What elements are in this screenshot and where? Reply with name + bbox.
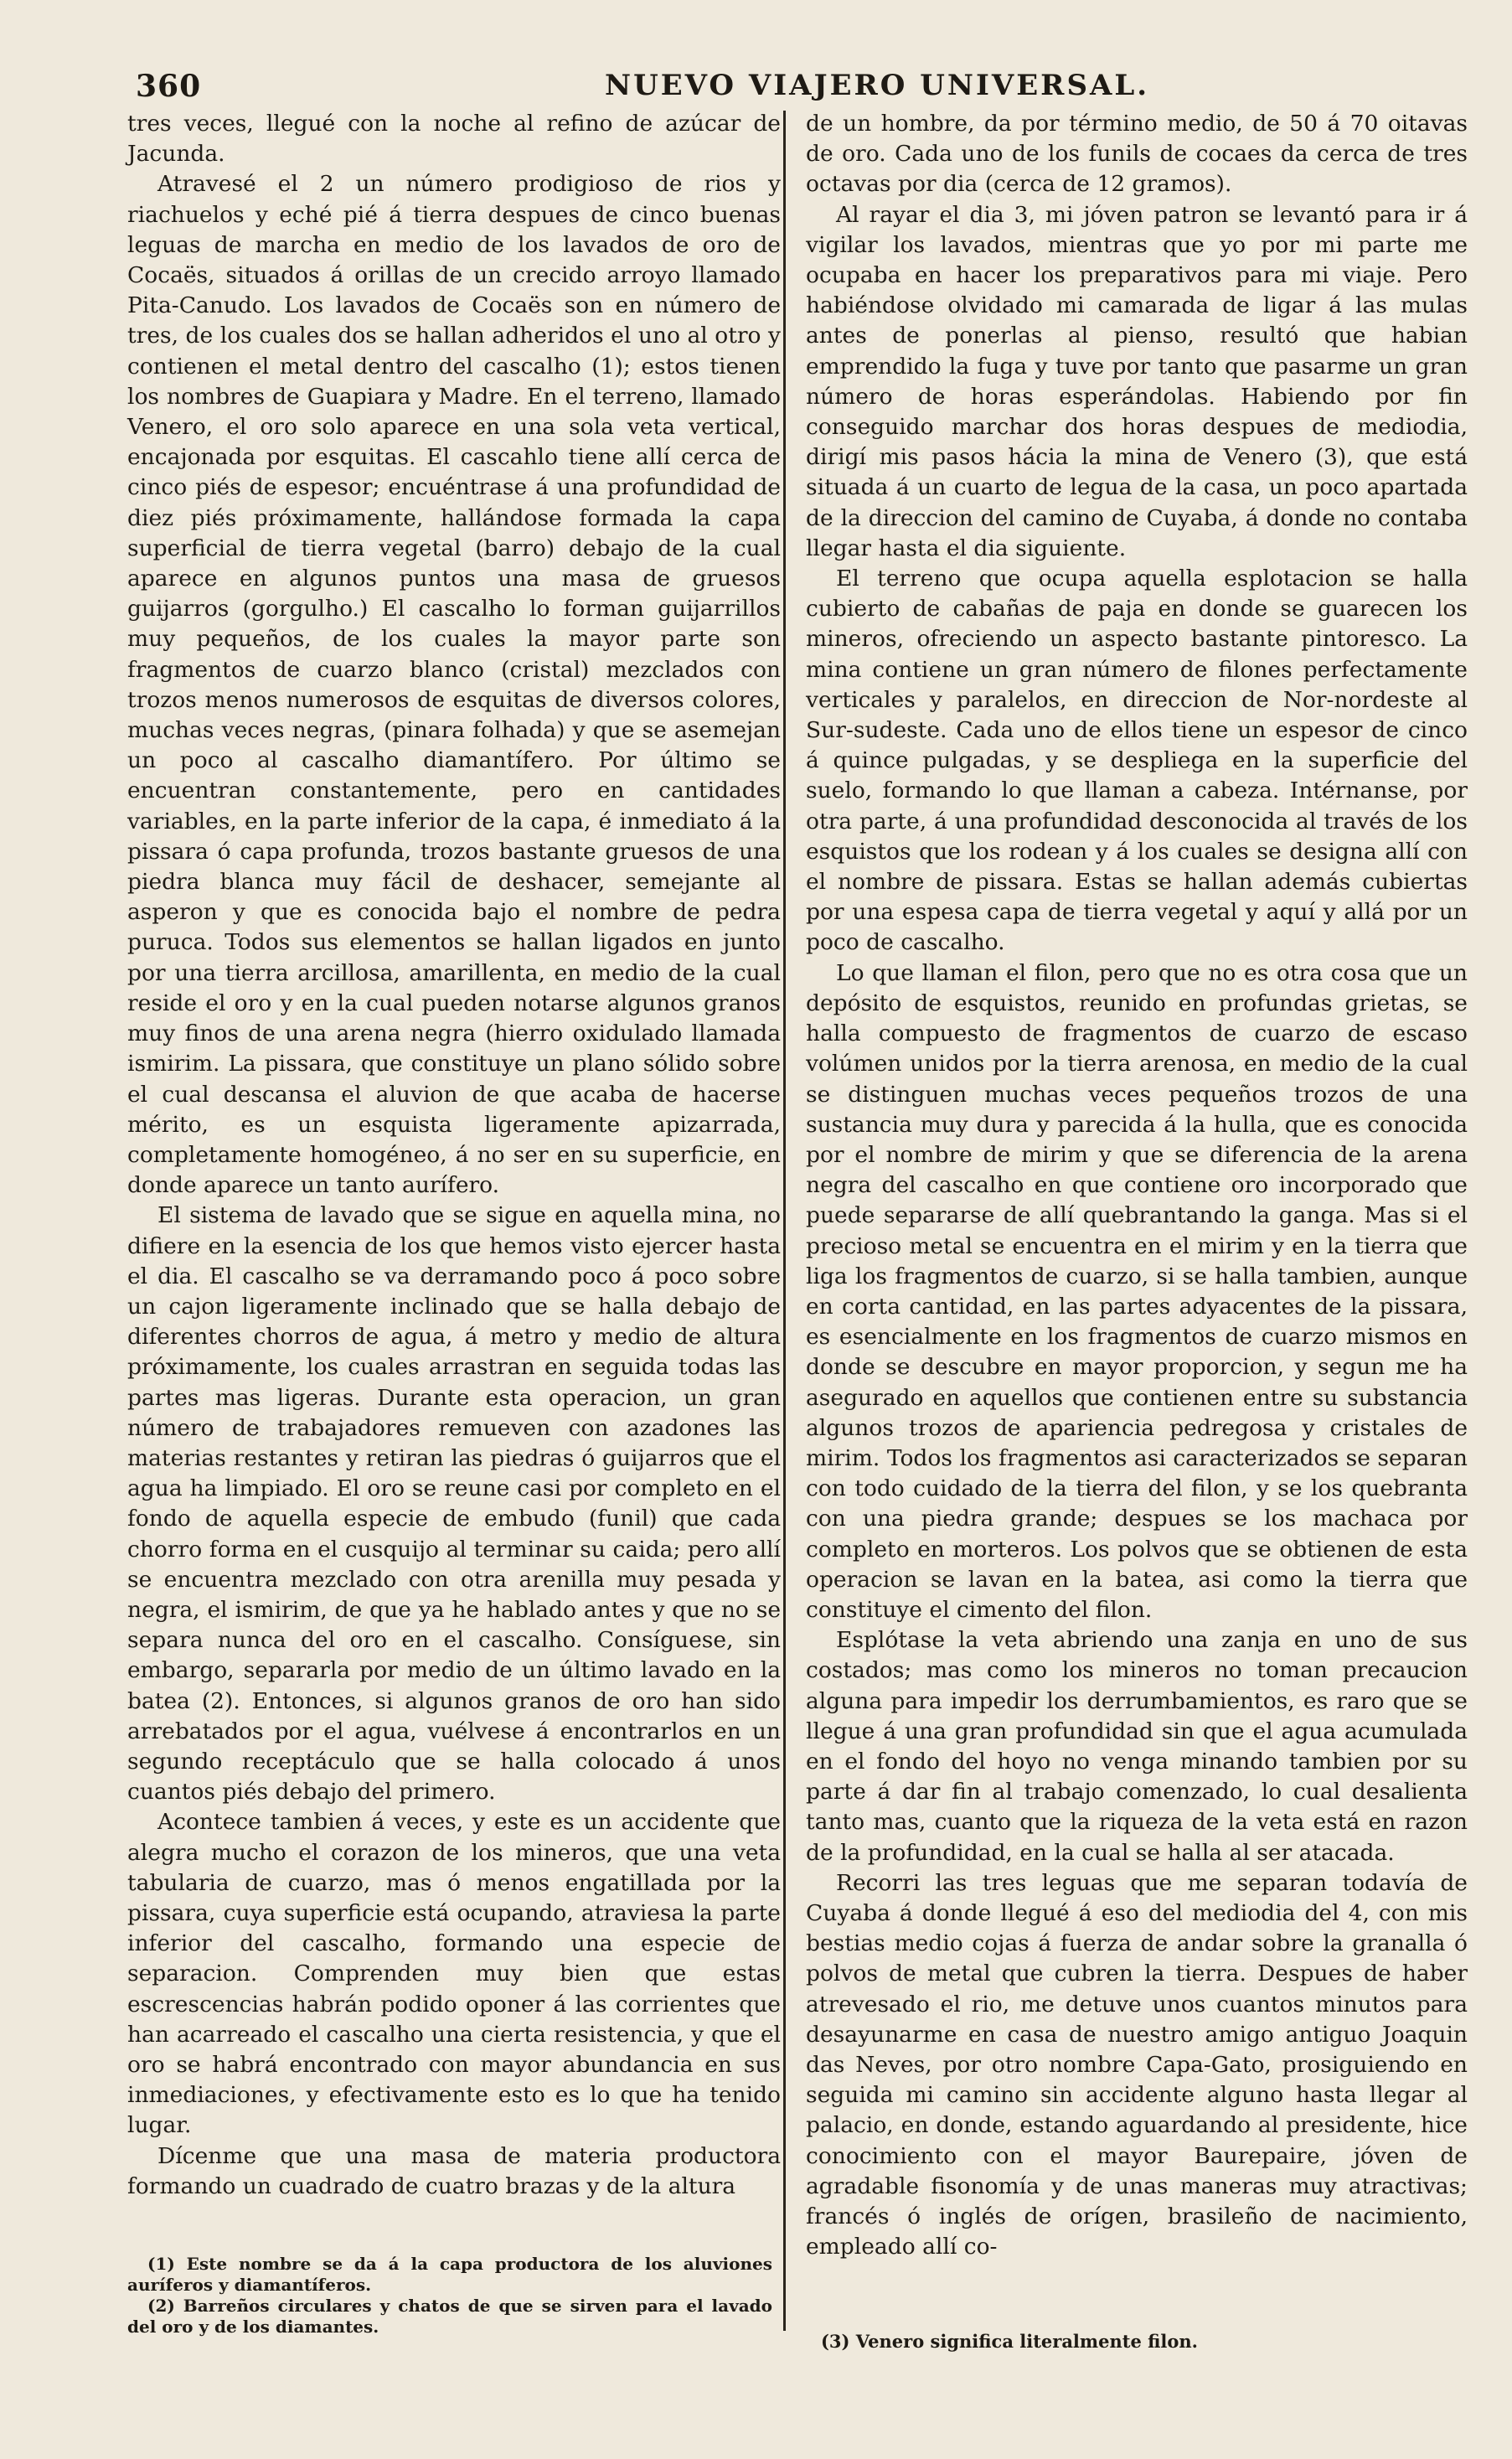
footnote: (3) Venero significa literalmente filon. — [821, 2331, 1198, 2352]
page-header — [136, 69, 1459, 109]
footnotes-right — [821, 2331, 1458, 2353]
paragraph: tres veces, llegué con la noche al refino de azúcar de Jacunda. — [127, 111, 781, 168]
column-divider — [783, 111, 786, 2331]
paragraph: Acontece tambien á veces, y este es un accidente que alegra mucho el corazon de los mineros, que una veta tabularia de cuarzo, mas ó menos engatillada por la pissara, cuya superficie está ocupando, atraviesa la parte inferior del cascalho, formando una especie de separacion. Comprenden muy bien que estas escrescencias habrán podido oponer á las corrientes que han acarreado el cascalho una cierta resistencia, y que el oro se habrá encontrado con mayor abundancia en sus inmediaciones, y efectivamente esto es lo que ha tenido lugar. — [127, 1809, 781, 2139]
paragraph: Esplótase la veta abriendo una zanja en uno de sus costados; mas como los mineros no toman precaucion alguna para impedir los derrumbamientos, es raro que se llegue á una gran profundidad sin que el agua acumulada en el fondo del hoyo no venga minando tambien por su parte á dar fin al trabajo comenzado, lo cual desalienta tanto mas, cuanto que la riqueza de la veta está en razon de la profundidad, en la cual se halla al ser atacada. — [806, 1627, 1468, 1866]
paragraph: de un hombre, da por término medio, de 50 á 70 oitavas de oro. Cada uno de los funils de cocaes da cerca de tres octavas por dia (cerca de 12 gramos). — [806, 111, 1468, 198]
footnote: (2) Barreños circulares y chatos de que se sirven para el lavado del oro y de los diamantes. — [127, 2296, 772, 2337]
footnotes-left — [127, 2254, 772, 2338]
running-title: NUEVO VIAJERO UNIVERSAL. — [605, 69, 1150, 102]
paragraph: El sistema de lavado que se sigue en aquella mina, no difiere en la esencia de los que hemos visto ejercer hasta el dia. El cascalho se va derramando poco á poco sobre un cajon ligeramente inclinado que se halla debajo de diferentes chorros de agua, á metro y medio de altura próximamente, los cuales arrastran en seguida todas las partes mas ligeras. Durante esta operacion, un gran número de trabajadores remueven con azadones las materias restantes y retiran las piedras ó guijarros que el agua ha limpiado. El oro se reune casi por completo en el fondo de aquella especie de embudo (funil) que cada chorro forma en el cusquijo al terminar su caida; pero allí se encuentra mezclado con otra arenilla muy pesada y negra, el ismirim, de que ya he hablado antes y que no se separa nunca del oro en el cascalho. Consíguese, sin embargo, separarla por medio de un último lavado en la batea (2). Entonces, si algunos granos de oro han sido arrebatados por el agua, vuélvese á encontrarlos en un segundo receptáculo que se halla colocado á unos cuantos piés debajo del primero. — [127, 1202, 781, 1806]
page-number: 360 — [136, 69, 202, 104]
paragraph: Lo que llaman el filon, pero que no es otra cosa que un depósito de esquistos, reunido en profundas grietas, se halla compuesto de fragmentos de cuarzo de escaso volúmen unidos por la tierra arenosa, en medio de la cual se distinguen muchas veces pequeños trozos de una sustancia muy dura y parecida á la hulla, que es conocida por el nombre de mirim y que se diferencia de la arena negra del cascalho en que contiene oro incorporado que puede separarse de allí quebrantando la ganga. Mas si el precioso metal se encuentra en el mirim y en la tierra que liga los fragmentos de cuarzo, si se halla tambien, aunque en corta cantidad, en las partes adyacentes de la pissara, es esencialmente en los fragmentos de cuarzo mismos en donde se descubre en mayor proporcion, y segun me ha asegurado en aquellos que contienen entre su substancia algunos trozos de apariencia pedregosa y cristales de mirim. Todos los fragmentos asi caracterizados se separan con todo cuidado de la tierra del filon, y se los quebranta con una piedra grande; despues se los machaca por completo en morteros. Los polvos que se obtienen de esta operacion se lavan en la batea, asi como la tierra que constituye el cimento del filon. — [806, 959, 1468, 1623]
left-column — [127, 109, 781, 2237]
footnote: (1) Este nombre se da á la capa productora de los aluviones auríferos y diamantíferos. — [127, 2254, 772, 2295]
paragraph: Recorri las tres leguas que me separan todavía de Cuyaba á donde llegué á eso del mediodia del 4, con mis bestias medio cojas á fuerza de andar sobre la granalla ó polvos de metal que cubren la tierra. Despues de haber atrevesado el rio, me detuve unos cuantos minutos para desayunarme en casa de nuestro amigo antiguo Joaquin das Neves, por otro nombre Capa-Gato, prosiguiendo en seguida mi camino sin accidente alguno hasta llegar al palacio, en donde, estando aguardando al presidente, hice conocimiento con el mayor Baurepaire, jóven de agradable fisonomía y de unas maneras muy atractivas; francés ó inglés de orígen, brasileño de nacimiento, empleado allí co- — [806, 1869, 1468, 2260]
paragraph: El terreno que ocupa aquella esplotacion se halla cubierto de cabañas de paja en donde se guarecen los mineros, ofreciendo un aspecto bastante pintoresco. La mina contiene un gran número de filones perfectamente verticales y paralelos, en direccion de Nor-nordeste al Sur-sudeste. Cada uno de ellos tiene un espesor de cinco á quince pulgadas, y se despliega en la superficie del suelo, formando lo que llaman a cabeza. Intérnanse, por otra parte, á una profundidad desconocida al través de los esquistos que los rodean y á los cuales se designa allí con el nombre de pissara. Estas se hallan además cubiertas por una espesa capa de tierra vegetal y aquí y allá por un poco de cascalho. — [806, 566, 1468, 956]
paragraph: Al rayar el dia 3, mi jóven patron se levantó para ir á vigilar los lavados, mientras que yo por mi parte me ocupaba en hacer los preparativos para mi viaje. Pero habiéndose olvidado mi camarada de ligar á las mulas antes de ponerlas al pienso, resultó que habian emprendido la fuga y tuve por tanto que pasarme un gran número de horas esperándolas. Habiendo por fin conseguido marchar dos horas despues de mediodia, dirigí mis pasos hácia la mina de Venero (3), que está situada á un cuarto de legua de la casa, un poco apartada de la direccion del camino de Cuyaba, á donde no contaba llegar hasta el dia siguiente. — [806, 201, 1468, 561]
paragraph: Atravesé el 2 un número prodigioso de rios y riachuelos y eché pié á tierra despues de cinco buenas leguas de marcha en medio de los lavados de oro de Cocaës, situados á orillas de un crecido arroyo llamado Pita-Canudo. Los lavados de Cocaës son en número de tres, de los cuales dos se hallan adheridos el uno al otro y contienen el metal dentro del cascalho (1); estos tienen los nombres de Guapiara y Madre. En el terreno, llamado Venero, el oro solo aparece en una sola veta vertical, encajonada por esquitas. El cascahlo tiene allí cerca de cinco piés de espesor; encuéntrase á una profundidad de diez piés próximamente, hallándose formada la capa superficial de tierra vegetal (barro) debajo de la cual aparece en algunos puntos una masa de gruesos guijarros (gorgulho.) El cascalho lo forman guijarrillos muy pequeños, de los cuales la mayor parte son fragmentos de cuarzo blanco (cristal) mezclados con trozos menos numerosos de esquitas de diversos colores, muchas veces negras, (pinara folhada) y que se asemejan un poco al cascalho diamantífero. Por último se encuentran constantemente, pero en cantidades variables, en la parte inferior de la capa, é inmediato á la pissara ó capa profunda, trozos bastante gruesos de una piedra blanca muy fácil de deshacer, semejante al asperon y que es conocida bajo el nombre de pedra puruca. Todos sus elementos se hallan ligados en junto por una tierra arcillosa, amarillenta, en medio de la cual reside el oro y en la cual pueden notarse algunos granos muy finos de una arena negra (hierro oxidulado llamada ismirim. La pissara, que constituye un plano sólido sobre el cual descansa el aluvion de que acaba de hacerse mérito, es un esquista ligeramente apizarrada, completamente homogéneo, á no ser en su superficie, en donde aparece un tanto aurífero. — [127, 171, 781, 1199]
paragraph: Dícenme que una masa de materia productora formando un cuadrado de cuatro brazas y de la altura — [127, 2142, 781, 2199]
right-column — [806, 109, 1468, 2321]
